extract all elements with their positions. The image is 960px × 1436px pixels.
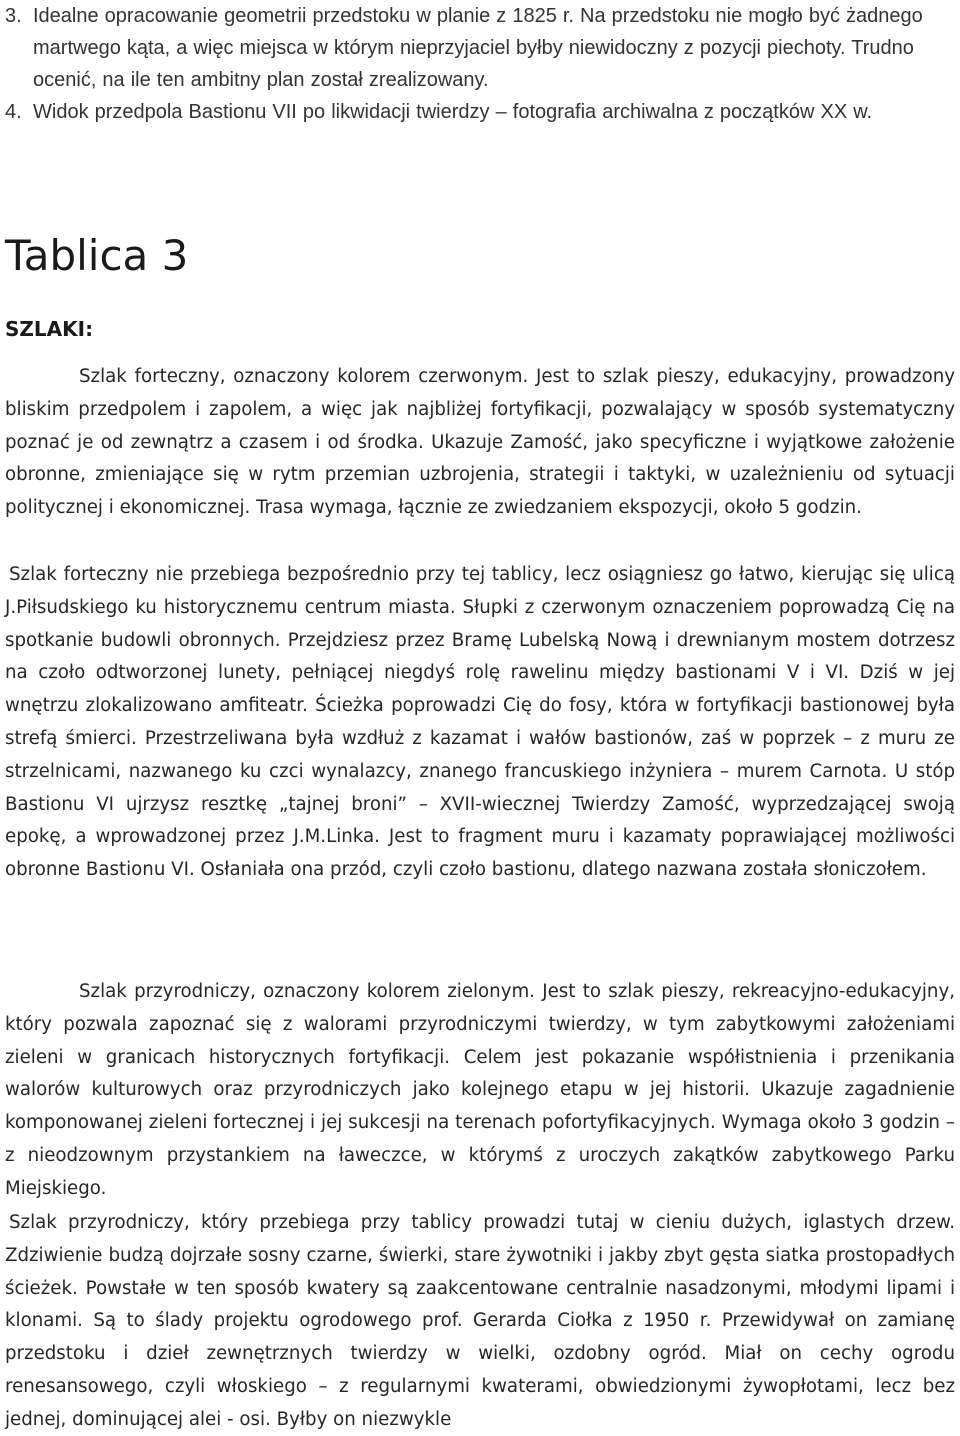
list-text: Widok przedpola Bastionu VII po likwidacji twierdzy – fotografia archiwalna z początków XX w.: [33, 101, 873, 123]
list-number: 4.: [5, 101, 22, 123]
intro-list: [5, 0, 955, 128]
page-title: Tablica 3: [5, 231, 189, 280]
list-item: [5, 96, 955, 128]
list-number: 3.: [5, 5, 22, 27]
list-text: Idealne opracowanie geometrii przedstoku w planie z 1825 r. Na przedstoku nie mogło być żadnego martwego kąta, a więc miejsca w którym nieprzyjaciel byłby niewidoczny z pozycji piechoty. Trudno ocenić, na ile ten ambitny plan został zrealizowany.: [33, 5, 923, 91]
paragraph-fortress-trail-route: Szlak forteczny nie przebiega bezpośrednio przy tej tablicy, lecz osiągniesz go łatwo, kierując się ulicą J.Piłsudskiego ku historycznemu centrum miasta. Słupki z czerwonym oznaczeniem poprowadzą Cię na spotkanie budowli obronnych. Przejdziesz przez Bramę Lubelską Nową i drewnianym mostem dotrzesz na czoło odtworzonej lunety, pełniącej niegdyś rolę rawelinu między bastionami V i VI. Dziś w jej wnętrzu zlokalizowano amfiteatr. Ścieżka poprowadzi Cię do fosy, która w fortyfikacji bastionowej była strefą śmierci. Przestrzeliwana była wzdłuż z kazamat i wałów bastionów, zaś w poprzek – z muru ze strzelnicami, nazwanego ku czci wynalazcy, znanego francuskiego inżyniera – murem Carnota. U stóp Bastionu VI ujrzysz resztkę „tajnej broni” – XVII-wiecznej Twierdzy Zamość, wyprzedzającej swoją epokę, a wprowadzonej przez J.M.Linka. Jest to fragment muru i kazamaty poprawiającej możliwości obronne Bastionu VI. Osłaniała ona przód, czyli czoło bastionu, dlatego nazwana została słoniczołem.: [5, 564, 955, 881]
list-item: [5, 0, 955, 96]
section-label: SZLAKI:: [5, 317, 94, 341]
paragraph-nature-trail-route: Szlak przyrodniczy, który przebiega przy tablicy prowadzi tutaj w cieniu dużych, iglastych drzew. Zdziwienie budzą dojrzałe sosny czarne, świerki, stare żywotniki i jakby zbyt gęsta siatka prostopadłych ścieżek. Powstałe w ten sposób kwatery są zaakcentowane centralnie nasadzonymi, młodymi lipami i klonami. Są to ślady projektu ogrodowego prof. Gerarda Ciołka z 1950 r. Przewidywał on zamianę przedstoku i dzieł zewnętrznych twierdzy w wielki, ozdobny ogród. Miał on cechy ogrodu renesansowego, czyli włoskiego – z regularnymi kwaterami, obwiedzionymi żywopłotami, lecz bez jednej, dominującej alei - osi. Byłby on niezwykle: [5, 1212, 955, 1430]
paragraph-nature-trail: Szlak przyrodniczy, oznaczony kolorem zielonym. Jest to szlak pieszy, rekreacyjno-edukacyjny, który pozwala zapoznać się z walorami przyrodniczymi twierdzy, w tym zabytkowymi założeniami zieleni w granicach historycznych fortyfikacji. Celem jest pokazanie współistnienia i przenikania walorów kulturowych oraz przyrodniczych jako kolejnego etapu w jej historii. Ukazuje zagadnienie komponowanej zieleni fortecznej i jej sukcesji na terenach pofortyfikacyjnych. Wymaga około 3 godzin – z nieodzownym przystankiem na ławeczce, w którymś z uroczych zakątków zabytkowego Parku Miejskiego.: [5, 981, 955, 1199]
paragraph-fortress-trail: Szlak forteczny, oznaczony kolorem czerwonym. Jest to szlak pieszy, edukacyjny, prowadzony bliskim przedpolem i zapolem, a więc jak najbliżej fortyfikacji, pozwalający w sposób systematyczny poznać je od zewnątrz a czasem i od środka. Ukazuje Zamość, jako specyficzne i wyjątkowe założenie obronne, zmieniające się w rytm przemian uzbrojenia, strategii i taktyki, w uzależnieniu od sytuacji politycznej i ekonomicznej. Trasa wymaga, łącznie ze zwiedzaniem ekspozycji, około 5 godzin.: [5, 366, 955, 519]
